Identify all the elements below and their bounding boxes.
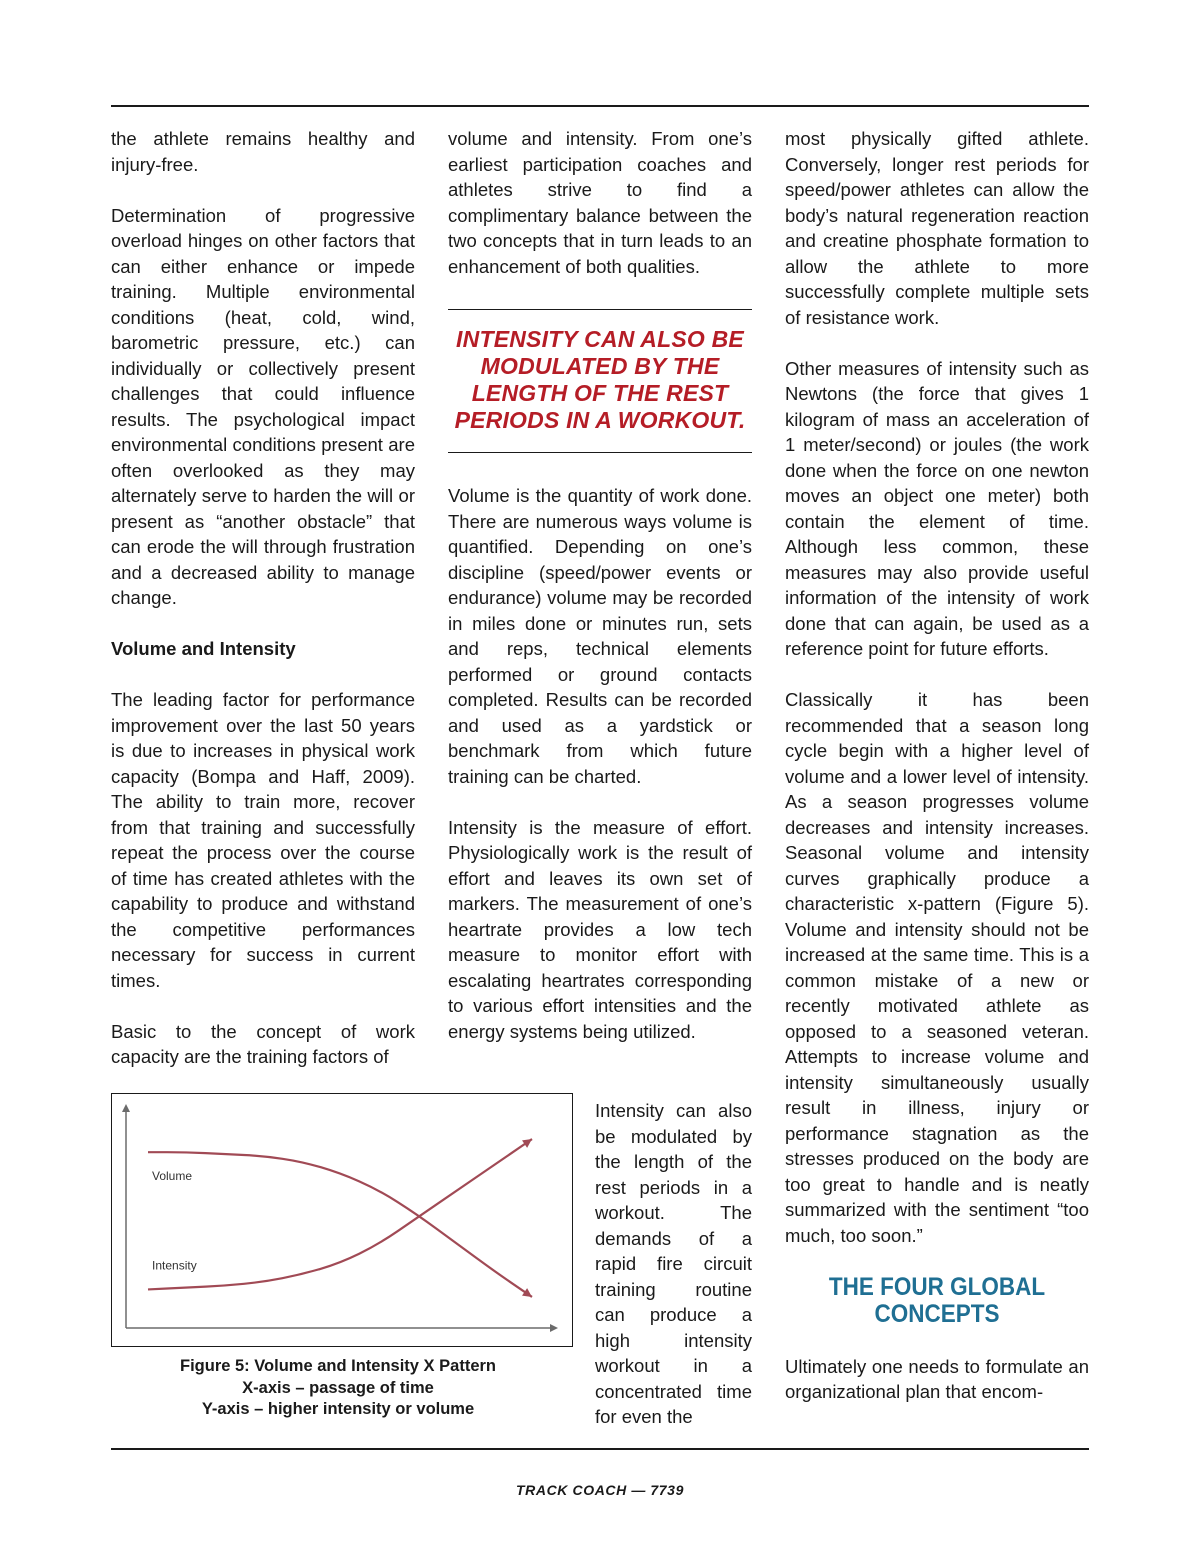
left-column (111, 126, 415, 1070)
figure-caption (111, 1356, 565, 1421)
page-footer: TRACK COACH — 7739 (516, 1482, 684, 1498)
pull-quote: INTENSITY CAN ALSO BE MODULATED BY THE LENGTH OF THE REST PERIODS IN A WORKOUT. (448, 309, 752, 453)
paragraph: Determination of progressive overload hinges on other factors that can either enhance or impede training. Multiple environmental conditions (heat, cold, wind, barometric pressure, etc.) can individually or collectively present challenges that could influence results. The psychological impact environmental conditions present are often overlooked as they may alternately serve to harden the will or present as “another obstacle” that can erode the will through frustration and a decreased ability to manage change. (111, 204, 415, 608)
paragraph: Ultimately one needs to formulate an organizational plan that encom- (785, 1355, 1089, 1402)
paragraph: Volume is the quantity of work done. There are numerous ways volume is quantified. Depending on one’s discipline (speed/power events or endurance) volume may be recorded in miles done or minutes run, sets and reps, technical elements performed or ground contacts completed. Results can be recorded and used as a yardstick or benchmark from which future training can be charted. (448, 485, 752, 787)
x-axis-arrow-icon (550, 1324, 558, 1332)
series-line-intensity-arrow-icon (522, 1139, 532, 1148)
section-heading: THE FOUR GLOBAL CONCEPTS (828, 1272, 1046, 1328)
chart-svg (112, 1094, 572, 1346)
paragraph: Other measures of intensity such as Newtons (the force that gives 1 kilogram of mass an acceleration of 1 meter/second) or joules (the work done when the force on one newton moves an object one meter) both contain the element of time. Although less common, these measures may also provide useful information of the intensity of work done that can again, be used as a reference point for future efforts. (785, 357, 1089, 659)
subheading-volume-intensity: Volume and Intensity (111, 638, 296, 659)
paragraph: The leading factor for performance improvement over the last 50 years is due to increases in physical work capacity (Bompa and Haff, 2009). The ability to train more, recover from that training and successfully repeat the process over the course of time has created athletes with the capability to produce and withstand the competitive performances necessary for success in current times. (111, 689, 415, 991)
y-axis-arrow-icon (122, 1104, 130, 1112)
paragraph: most physically gifted athlete. Conversely, longer rest periods for speed/power athletes can allow the body’s natural regeneration reaction and creatine phosphate formation to allow the athlete to more successfully complete multiple sets of resistance work. (785, 128, 1089, 328)
caption-y-axis: Y-axis – higher intensity or volume (201, 1400, 475, 1418)
paragraph: Classically it has been recommended that a season long cycle begin with a higher level of volume and a lower level of intensity. As a season progresses volume decreases and intensity increases. Seasonal volume and intensity curves graphically produce a characteristic x-pattern (Figure 5). Volume and intensity should not be increased at the same time. This is a common mistake of a new or recently motivated athlete as opposed to a seasoned veteran. Attempts to increase volume and intensity simultaneously usually result in illness, injury or performance stagnation as the stresses produced on the body are too great to handle and is neatly summarized with the sentiment “too much, too soon.” (785, 689, 1089, 1246)
wrapped-paragraph: Intensity can also be modulated by the length of the rest periods in a workout. The demands of a rapid fire circuit training routine can produce a high intensity workout in a concentrated time for even the (595, 1100, 752, 1427)
bottom-rule (111, 1448, 1089, 1450)
right-column (785, 126, 1089, 1405)
paragraph: Basic to the concept of work capacity are the training factors of (111, 1020, 415, 1067)
series-line-volume (148, 1152, 532, 1297)
paragraph: the athlete remains healthy and injury-free. (111, 128, 415, 175)
caption-title: Figure 5: Volume and Intensity X Pattern (180, 1357, 496, 1375)
figure-5-chart (111, 1093, 573, 1347)
paragraph: volume and intensity. From one’s earliest participation coaches and athletes strive to find a complimentary balance between the two concepts that in turn leads to an enhancement of both qualities. (448, 128, 752, 277)
caption-x-axis: X-axis – passage of time (242, 1378, 434, 1397)
paragraph: Intensity is the measure of effort. Physiologically work is the result of effort and leaves its own set of markers. The measurement of one’s heartrate provides a low tech measure to monitor effort with escalating heartrates corresponding to various effort intensities and the energy systems being utilized. (448, 816, 752, 1042)
series-line-intensity (148, 1139, 532, 1289)
middle-column (448, 126, 752, 1044)
top-rule (111, 105, 1089, 107)
series-label-volume: Volume (152, 1169, 193, 1184)
series-label-intensity: Intensity (152, 1258, 197, 1273)
series-line-volume-arrow-icon (522, 1288, 532, 1297)
